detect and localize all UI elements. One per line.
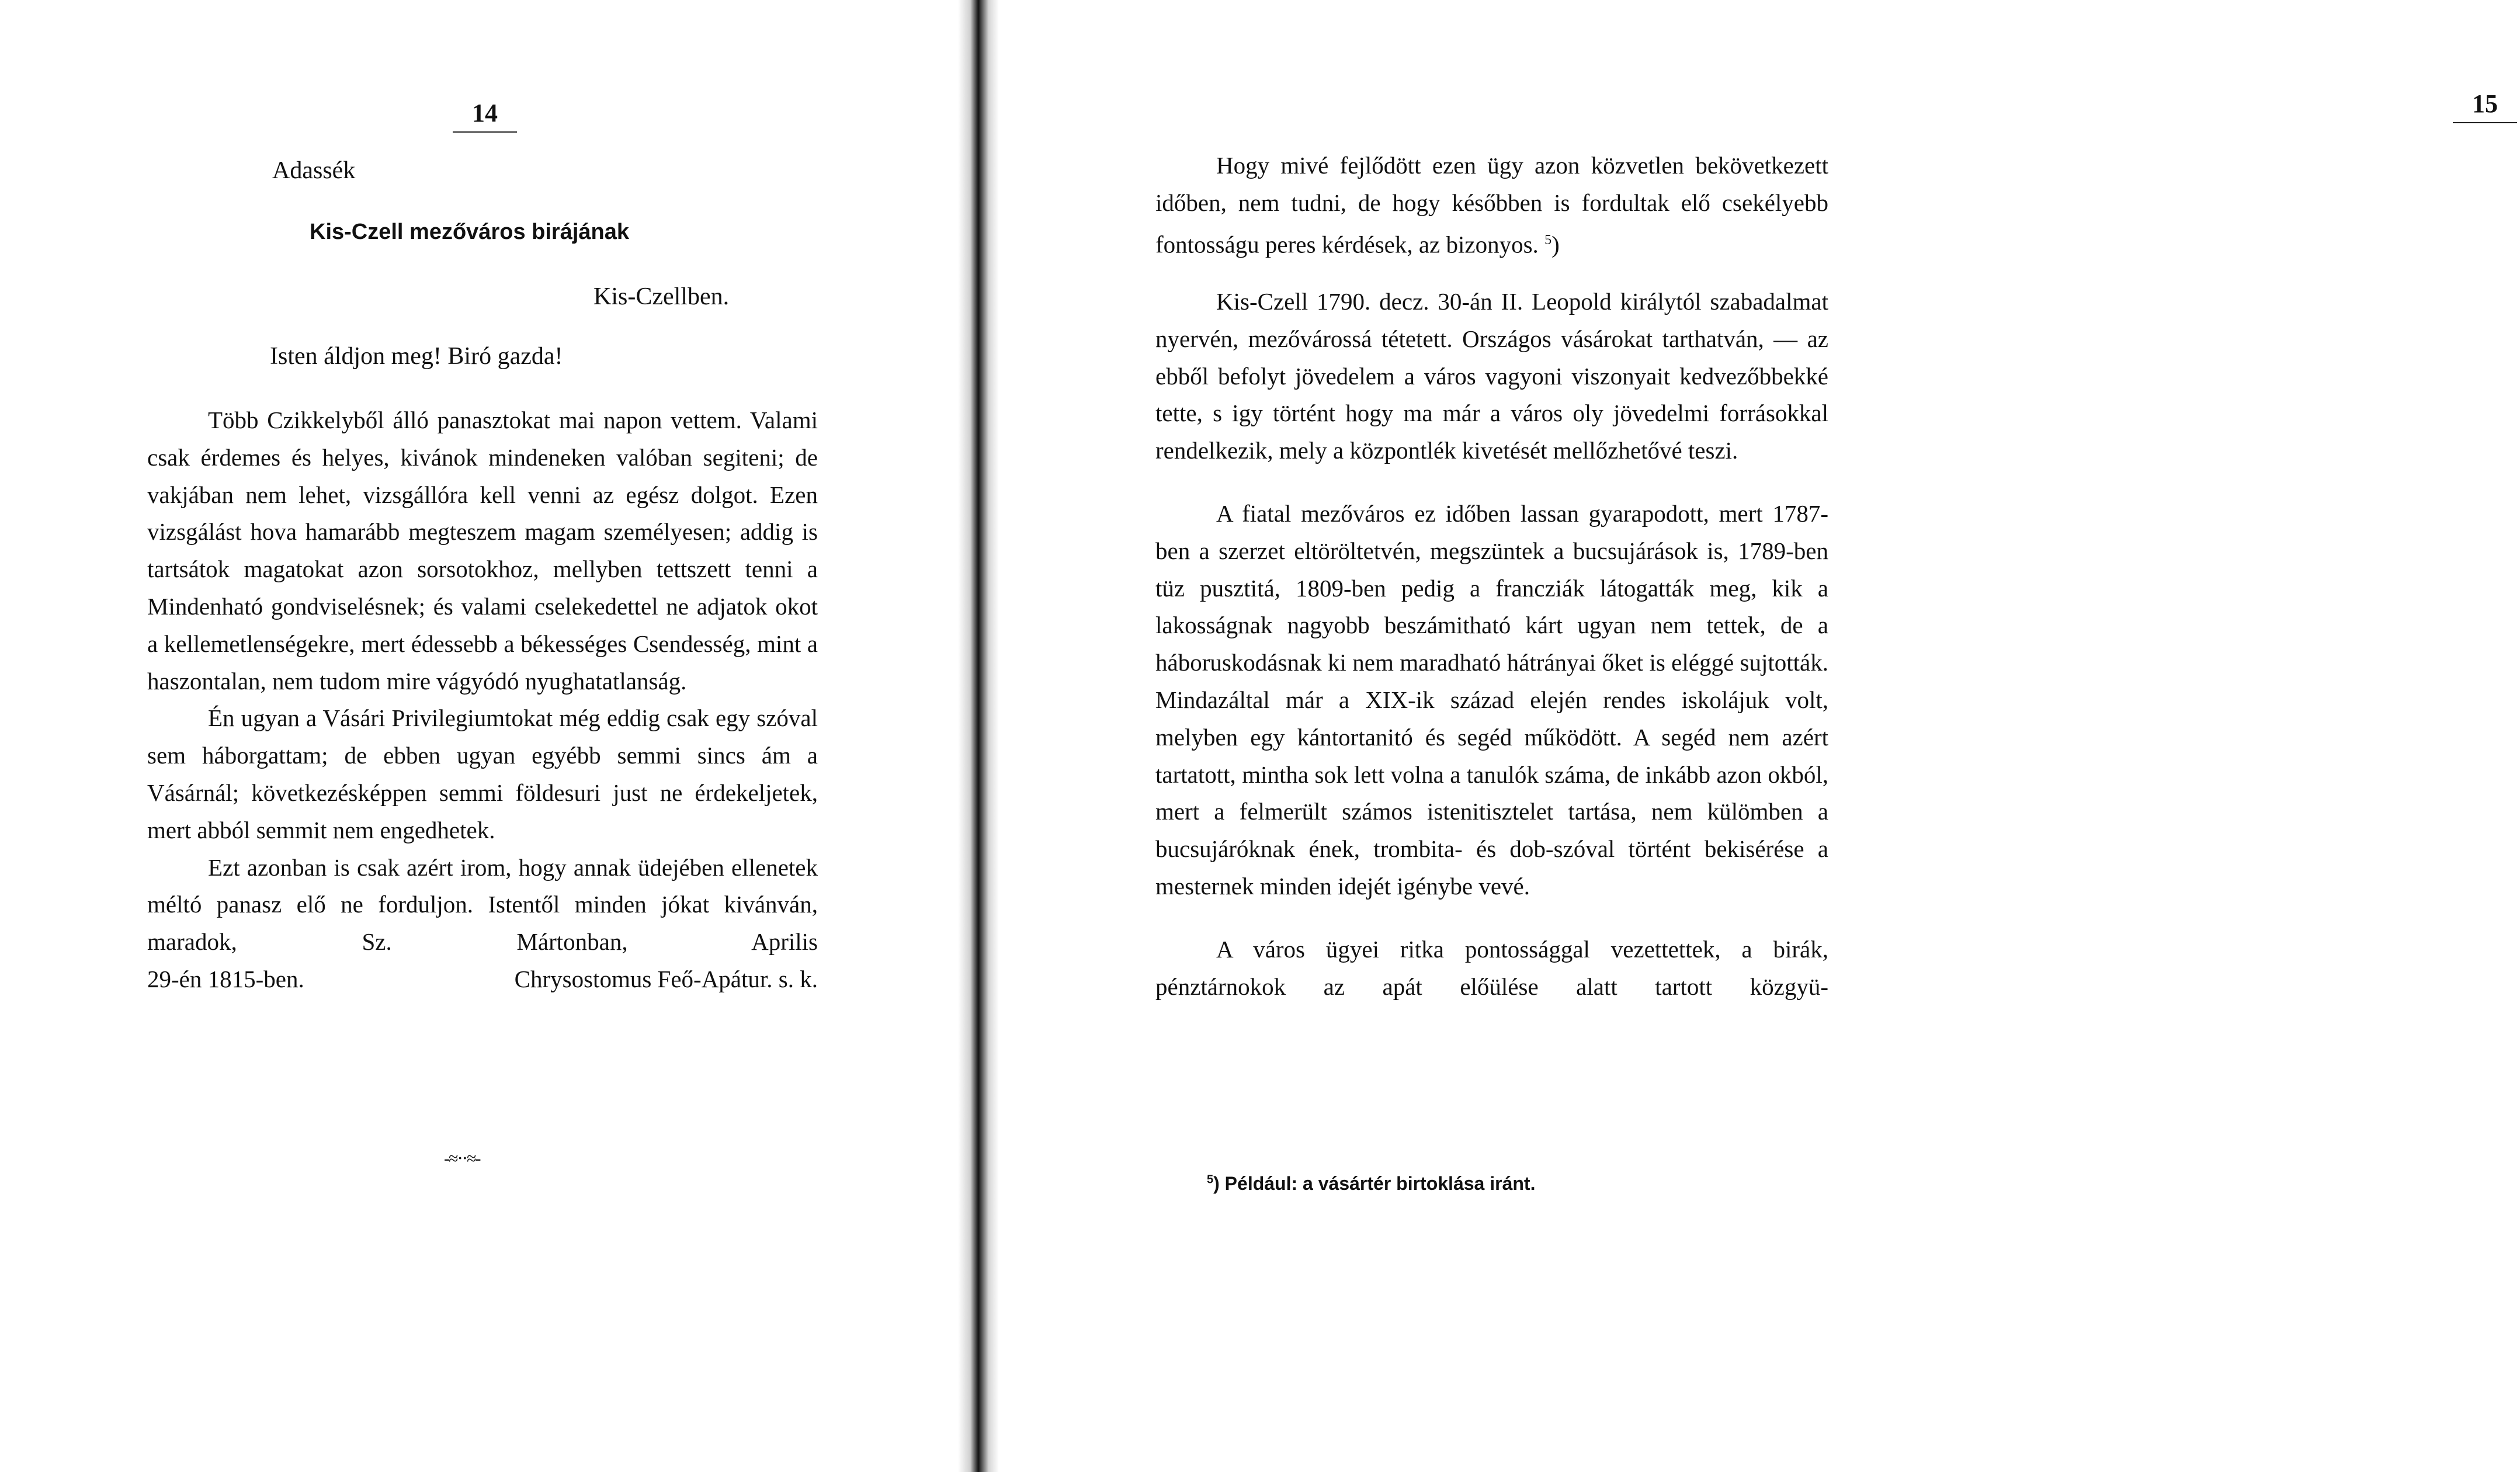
address-place: Kis-Czellben.	[593, 283, 730, 310]
footnote	[1207, 1173, 1535, 1195]
left-paragraph-1: Több Czikkelyből álló panasztokat mai napon vettem. Valami csak érdemes és helyes, kivánok mindeneken valóban segiteni; de vakjában nem lehet, vizsgállóra kell venni az egész dolgot. Ezen vizsgálást hova hamarább megteszem magam személyesen; addig is tartsátok magatokat azon sorsotokhoz, mellyben tettszett tenni a Mindenható gondviselésnek; és valami cselekedettel ne adjatok okot a kellemetlenségekre, mert édessebb a békességes Csendesség, mint a haszontalan, nem tudom mire vágyódó nyughatatlanság.	[147, 407, 818, 695]
right-paragraph-1	[1155, 147, 1828, 263]
address-adassek: Adassék	[272, 157, 356, 184]
address-heading: Kis-Czell mezőváros birájának	[310, 220, 629, 244]
greeting: Isten áldjon meg! Biró gazda!	[270, 343, 563, 370]
footnote-ref-paren: )	[1551, 231, 1560, 258]
signature-name: Chrysostomus Feő-Apátur. s. k.	[514, 965, 818, 992]
footnote-text: ) Például: a vásártér birtoklása iránt.	[1213, 1173, 1536, 1194]
footnote-ref-marker: 5	[1544, 232, 1552, 248]
right-paragraph-4: A város ügyei ritka pontossággal vezettettek, a birák, pénztárnokok az apát előülése alatt tartott közgyü-	[1155, 935, 1828, 1000]
ornament: -≈⋅⋅≈-	[444, 1149, 480, 1168]
left-body	[147, 402, 818, 998]
page-number-right: 15	[2450, 89, 2520, 123]
left-paragraph-2: Én ugyan a Vásári Privilegiumtokat még eddig csak egy szóval sem háborgattam; de ebben ugyan egyébb semmi sincs ám a Vásárnál; következésképpen semmi földesuri just ne érdekeljetek, mert abból semmit nem engedhetek.	[147, 704, 818, 843]
footnote-marker: 5	[1207, 1173, 1214, 1186]
signature-date: 29-én 1815-ben.	[147, 965, 304, 992]
left-page	[0, 0, 970, 1472]
signature-line	[147, 961, 818, 998]
page-number-left: 14	[450, 98, 520, 133]
left-paragraph-3: Ezt azonban is csak azért irom, hogy annak üdejében ellenetek méltó panasz elő ne forduljon. Istentől minden jókat kivánván, maradok, Sz. Mártonban, Aprilis	[147, 853, 818, 956]
right-paragraph-2: Kis-Czell 1790. decz. 30-án II. Leopold királytól szabadalmat nyervén, mezővárossá tétetett. Országos vásárokat tarthatván, — az ebből befolyt jövedelem a város vagyoni viszonyait kedvezőbbekké tette, s igy történt hogy ma már a város oly jövedelmi forrásokkal rendelkezik, mely a központlék kivetését mellőzhetővé teszi.	[1155, 288, 1828, 464]
right-body	[1155, 147, 1828, 1005]
right-paragraph-1-text: Hogy mivé fejlődött ezen ügy azon közvetlen bekövetkezett időben, nem tudni, de hogy későbben is fordultak elő csekélyebb fontosságu peres kérdések, az bizonyos.	[1155, 152, 1828, 258]
right-paragraph-3: A fiatal mezőváros ez időben lassan gyarapodott, mert 1787-ben a szerzet eltöröltetvén, megszüntek a bucsujárások is, 1789-ben tüz pusztitá, 1809-ben pedig a francziák látogatták meg, kik a lakosságnak nagyobb beszámitható kárt ugyan nem tettek, de a háboruskodásnak ki nem maradható hátrányai őket is eléggé sujtották. Mindazáltal már a XIX-ik század elején rendes iskolájuk volt, melyben egy kántortanitó és segéd működött. A segéd nem azért tartatott, mintha sok lett volna a tanulók száma, de inkább azon okból, mert a felmerült számos istenitisztelet tartása, nem külömben a bucsujáróknak ének, trombita- és dob-szóval történt bekisérése a mesternek minden idejét igénybe vevé.	[1155, 500, 1828, 900]
